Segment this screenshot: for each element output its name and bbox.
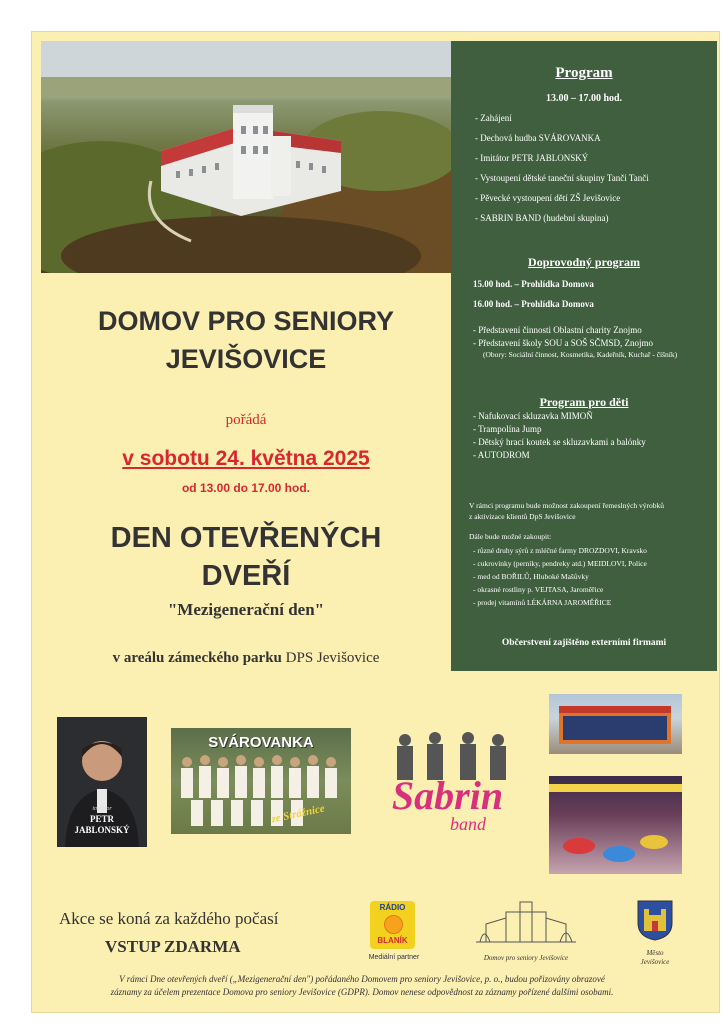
kids-item: - Dětský hrací koutek se skluzavkami a balónky [473,437,646,447]
presentation-1: - Představení činnosti Oblastní charity Znojmo [473,325,642,335]
org-name-line1: DOMOV PRO SENIORY [97,306,395,336]
radio-label: RÁDIO [379,903,406,912]
vendor-item: - prodej vitamínů LÉKÁRNA JAROMĚŘICE [473,598,612,607]
event-name-line2: DVEŘÍ [201,560,291,592]
mesto-caption [626,949,684,967]
jablonsky-role: imitátor [92,806,112,812]
svarovanka-photo [171,728,351,834]
svarovanka-subtitle: ze Strážnice [270,802,326,826]
program-item: - Zahájení [475,113,512,123]
gdpr-disclaimer [20,973,704,999]
presentation-2: - Představení školy SOU a SOŠ SČMSD, Znojmo [473,338,654,348]
sabrin-band-logo [375,728,520,840]
kids-item: - Nafukovací skluzavka MIMOŇ [473,411,593,421]
school-fields: (Obory: Sociální činnost, Kosmetika, Kadeřník, Kuchař - číšník) [483,350,678,359]
disclaimer-line-1: V rámci Dne otevřených dveří („Mezigenerační den") pořádaného Domovem pro seniory Jevišovice, p. o., budou pořizovány obrazové [119,974,605,984]
program-title: Program [555,65,613,81]
vendor-item: - cukrovinky (perníky, pendreky atd.) MEIDLOVI, Police [473,559,647,568]
sabrin-subtitle: band [450,814,486,834]
location-bold: v areálu zámeckého parku [112,650,282,666]
kids-program-title: Program pro děti [539,395,629,409]
vendor-item: - různé druhy sýrů z mléčné farmy DROZDOVI, Kravsko [473,546,647,555]
tour-1: 15.00 hod. – Prohlídka Domova [473,279,594,289]
castle-sketch-icon [476,898,576,948]
all-weather-note: Akce se koná za každého počasí [59,909,279,928]
autodrom-photo [549,694,682,754]
refreshments-note: Občerstvení zajištěno externími firmami [501,638,667,648]
svarovanka-title: SVÁROVANKA [208,734,314,751]
program-time: 13.00 – 17.00 hod. [545,93,623,104]
crafts-intro-1: V rámci programu bude možnost zakoupení řemeslných výrobků [469,501,665,510]
radio-blanik-logo [370,901,415,949]
mesto-caption-2: Jevišovice [640,958,670,966]
event-subtitle: "Mezigenerační den" [167,600,325,619]
coat-of-arms-icon [636,899,674,941]
media-partner-label: Mediální partner [368,954,420,961]
sun-icon [384,915,403,934]
organizes-label: pořádá [225,412,267,428]
castle-aerial-photo [41,41,451,273]
also-buy-label: Dále bude možné zakoupit: [469,532,552,541]
org-name-line2: JEVIŠOVICE [165,344,327,374]
tour-2: 16.00 hod. – Prohlídka Domova [473,299,594,309]
jablonsky-name-2: JABLONSKÝ [74,825,130,835]
event-location [41,650,451,667]
bumper-cars-photo [549,776,682,874]
mesto-caption-1: Město [646,949,664,957]
program-item: - Vystoupení dětské taneční skupiny Tanči Tanči [475,173,649,183]
event-date: v sobotu 24. května 2025 [122,447,370,470]
bumper-cars-illustration [549,776,682,874]
crafts-intro-2: z aktivizace klientů DpS Jevišovice [469,512,576,521]
vendor-item: - med od BOŘILŮ, Hluboké Mašůvky [473,572,589,581]
jablonsky-name-1: PETR [89,814,114,824]
disclaimer-line-2: záznamy za účelem prezentace Domova pro seniory Jevišovice (GDPR). Domov nenese odpovědnost za záznamy pořízené dalšími osobami. [110,987,614,997]
event-name-line1: DEN OTEVŘENÝCH [110,522,382,554]
sabrin-title: Sabrin [391,773,504,818]
domov-castle-logo [476,898,576,948]
jablonsky-photo [57,717,147,847]
autodrom-illustration [549,694,682,754]
program-item: - Dechová hudba SVÁROVANKA [475,133,601,143]
program-item: - Imitátor PETR JABLONSKÝ [475,153,589,163]
event-time: od 13.00 do 17.00 hod. [181,481,311,495]
kids-item: - Trampolína Jump [473,424,542,434]
program-panel [451,41,717,671]
location-rest: DPS Jevišovice [285,650,380,666]
blanik-label: BLANÍK [377,936,408,945]
program-item: - SABRIN BAND (hudební skupina) [475,213,609,223]
doprovodny-title: Doprovodný program [528,255,640,269]
kids-item: - AUTODROM [473,450,530,460]
free-entry: VSTUP ZDARMA [105,937,241,956]
program-item: - Pěvecké vystoupení dětí ZŠ Jevišovice [475,193,621,203]
domov-caption: Domov pro seniory Jevišovice [483,954,569,962]
vendor-item: - okrasné rostliny p. VEJTASA, Jaroměřice [473,585,604,594]
castle-illustration [41,41,451,273]
mesto-coat-of-arms [636,899,674,941]
